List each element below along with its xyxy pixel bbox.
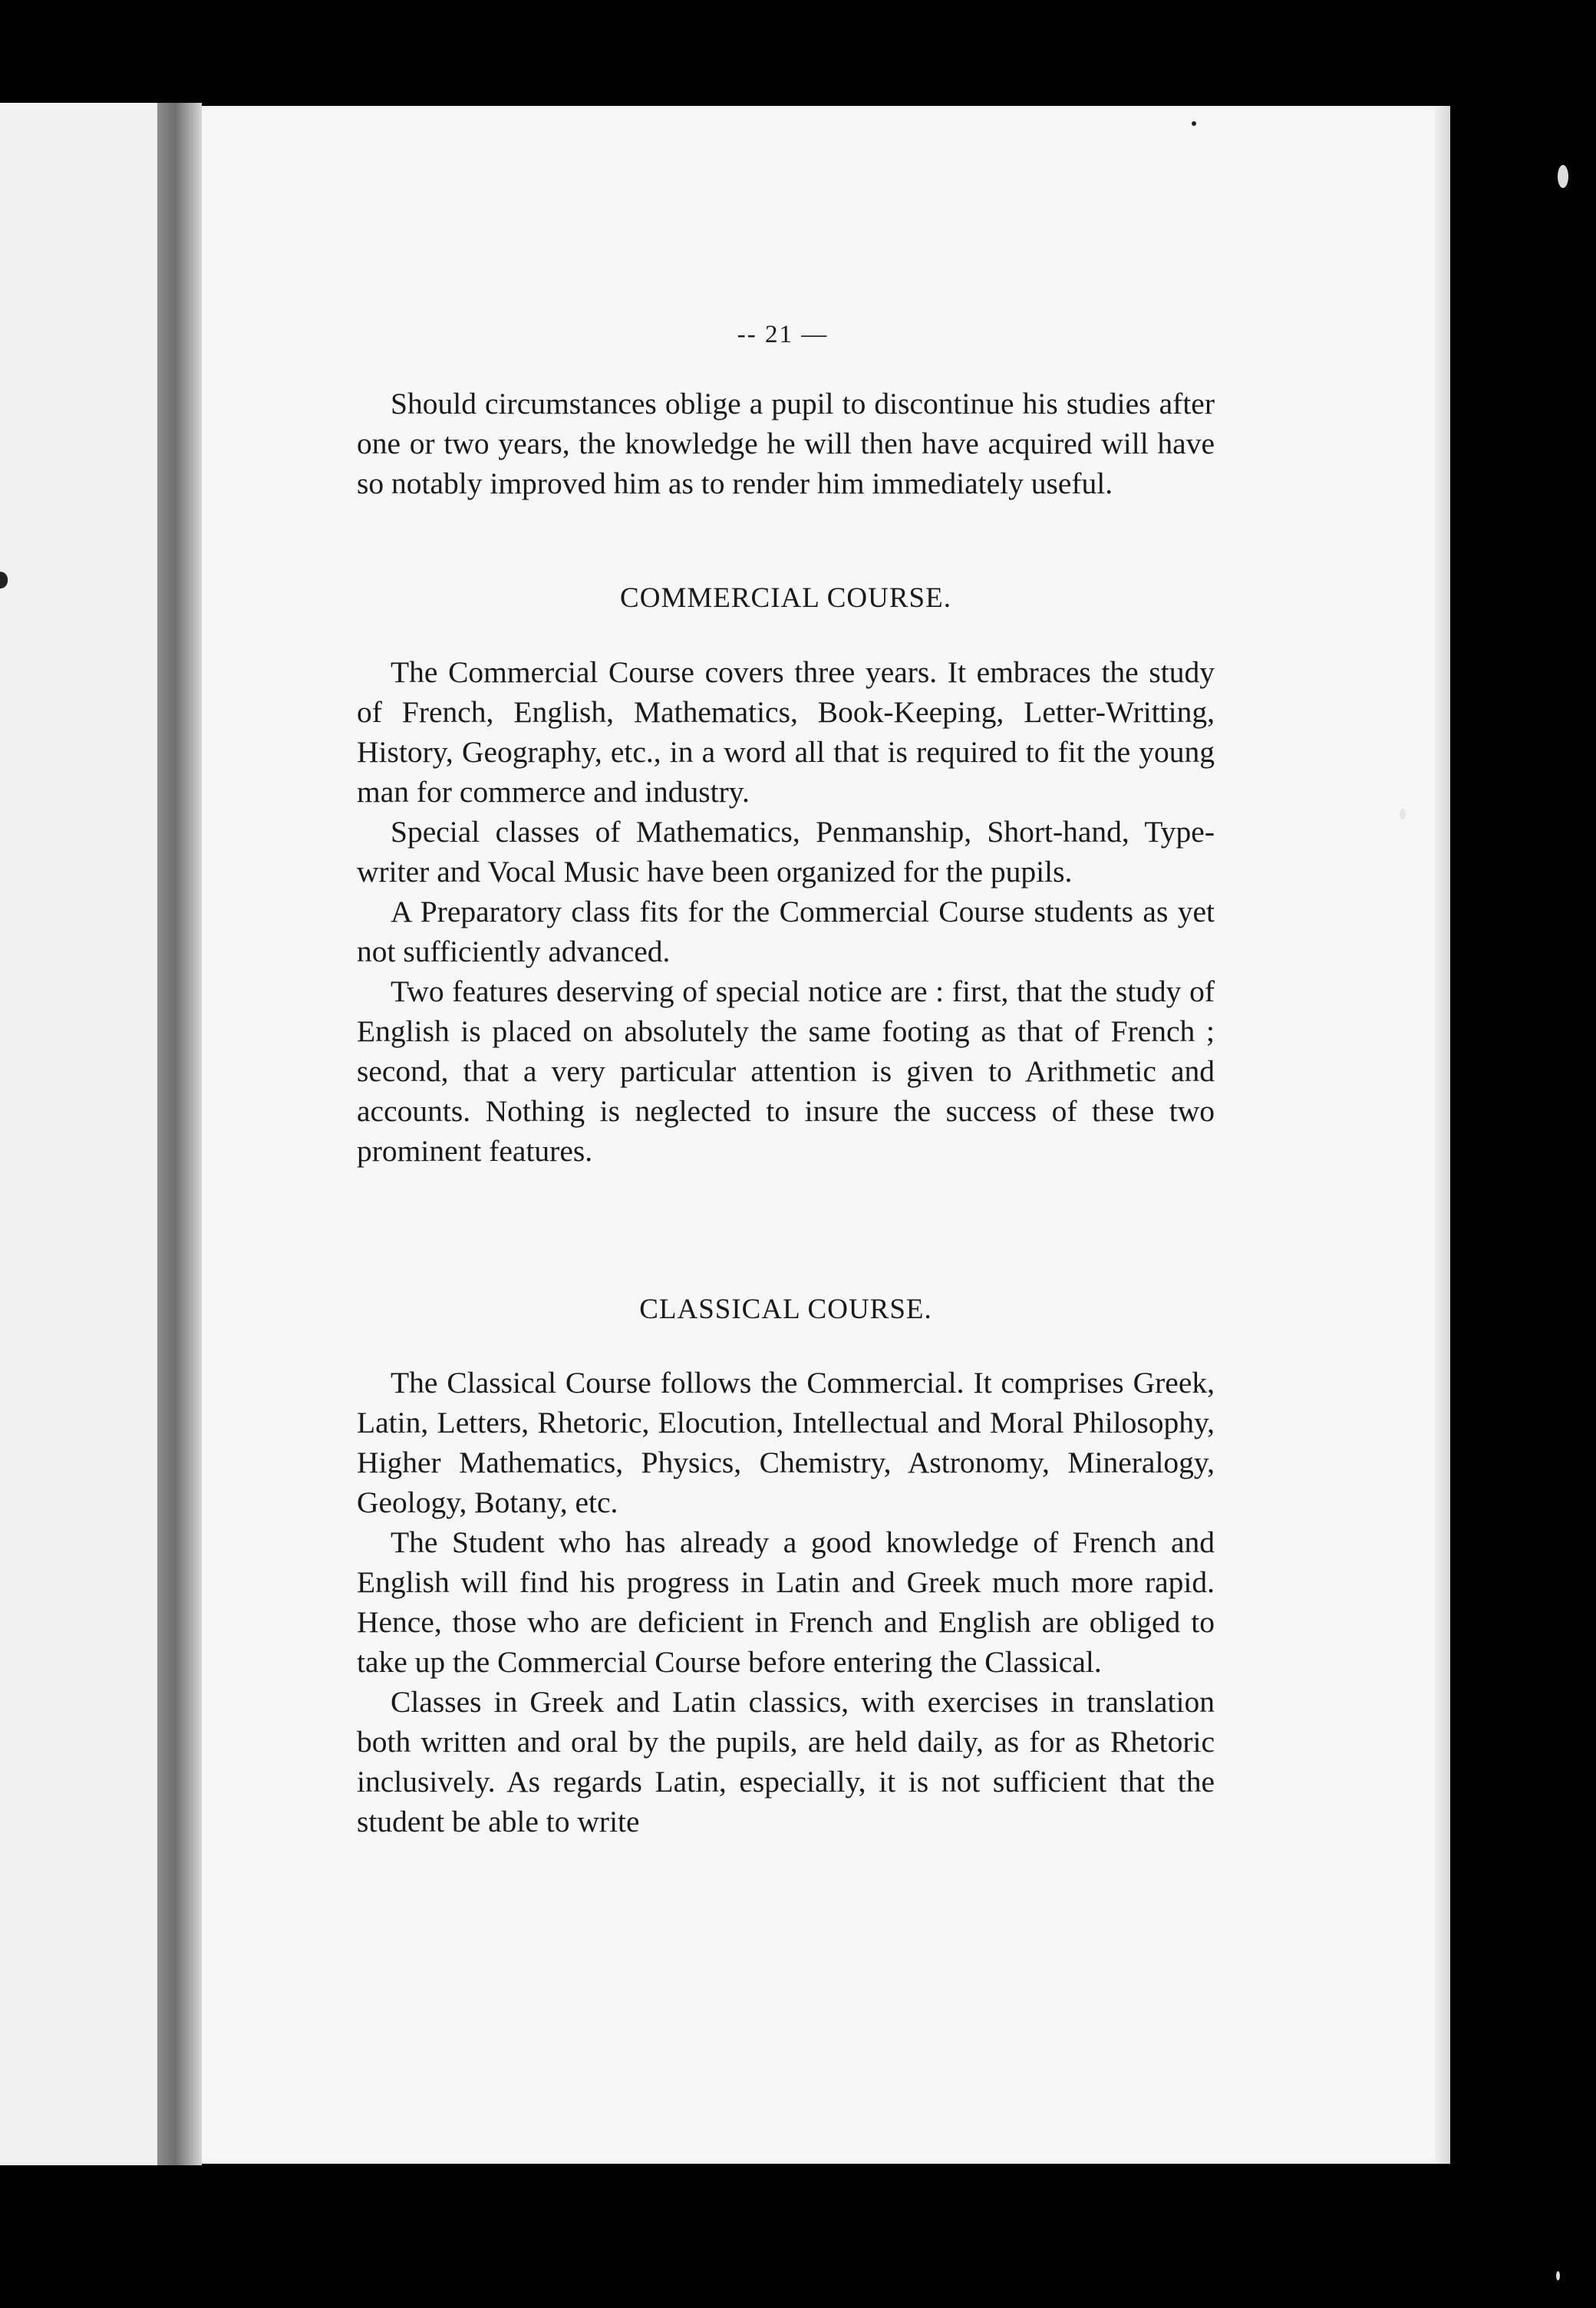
classical-paragraph-3: Classes in Greek and Latin classics, with exercises in translation both written and oral by the pupils, are held daily, as for as Rhetoric inclusively. As regards Latin, especially, it is not sufficient that the student be able to write [357,1685,1215,1838]
classical-course-text [357,1363,1215,1841]
commercial-course-heading: COMMERCIAL COURSE. [620,582,951,614]
commercial-paragraph-4: Two features deserving of special notice are : first, that the study of English is placed on absolutely the same footing as that of French ; second, that a very particular attention is given to Arithmetic and accounts. Nothing is neglected to insure the success of these two prominent features. [357,974,1215,1168]
classical-paragraph-1: The Classical Course follows the Commercial. It comprises Greek, Latin, Letters, Rhetoric, Elocution, Intellectual and Moral Philosophy, Higher Mathematics, Physics, Chemistry, Astronomy, Mineralogy, Geology, Botany, etc. [357,1366,1215,1519]
dust-speck [1558,165,1568,188]
dust-speck [1192,121,1196,126]
book-spine-shadow [157,103,202,2165]
classical-course-heading: CLASSICAL COURSE. [639,1294,932,1325]
dust-speck [1400,809,1406,819]
page-right-edge [1435,106,1450,2164]
classical-paragraph-2: The Student who has already a good knowledge of French and English will find his progress in Latin and Greek much more rapid. Hence, those who are deficient in French and English are obliged to take up the Commercial Course before entering the Classical. [357,1525,1215,1679]
left-page-edge [0,103,157,2165]
commercial-paragraph-1: The Commercial Course covers three years. It embraces the study of French, English, Mathematics, Book-Keeping, Letter-Writting, History, Geography, etc., in a word all that is required to fit the young man for commerce and industry. [357,655,1215,809]
dust-speck [1556,2271,1560,2280]
intro-paragraph-block [357,384,1215,503]
commercial-course-text [357,652,1215,1171]
intro-paragraph: Should circumstances oblige a pupil to discontinue his studies after one or two years, the knowledge he will then have acquired will have so notably improved him as to render him immediately useful. [357,387,1215,500]
page-number: -- 21 — [737,321,829,348]
commercial-paragraph-2: Special classes of Mathematics, Penmanship, Short-hand, Type-writer and Vocal Music have been organized for the pupils. [357,815,1215,889]
commercial-paragraph-3: A Preparatory class fits for the Commercial Course students as yet not sufficiently advanced. [357,895,1215,968]
